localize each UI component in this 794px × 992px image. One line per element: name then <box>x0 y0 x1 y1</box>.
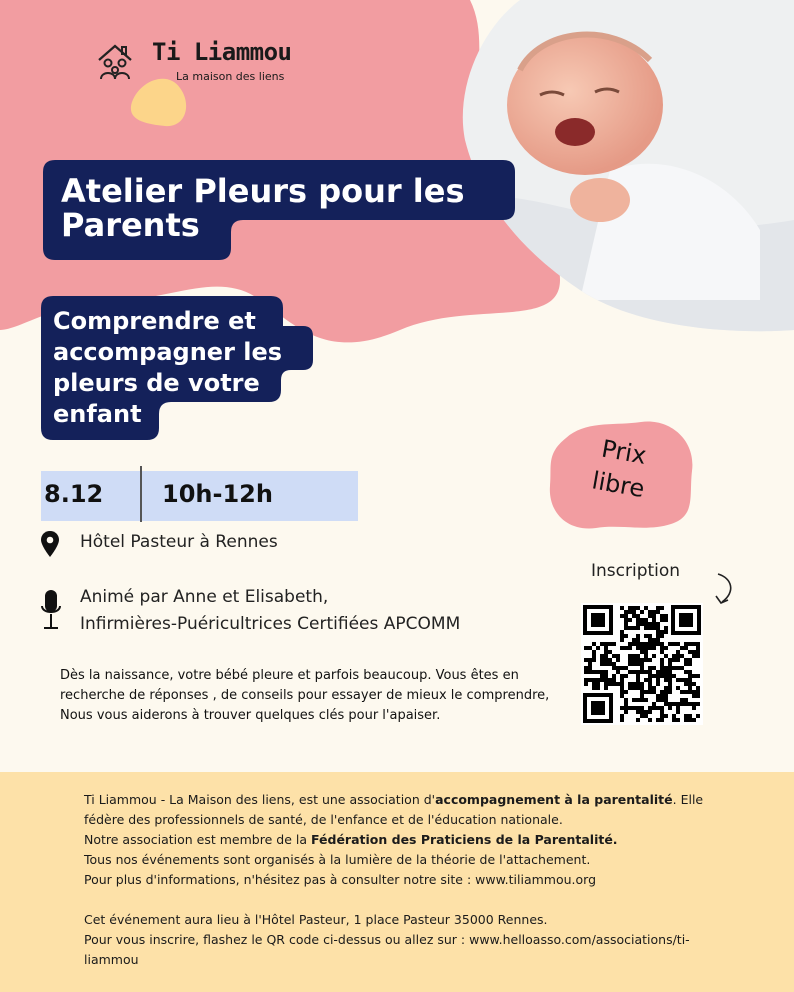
footer-text: . Elle fédère des professionnels de santé, de l'enfance et de l'éducation nationale. <box>84 792 704 827</box>
title-box <box>43 160 515 260</box>
brand-tagline: La maison des liens <box>176 70 285 83</box>
footer <box>0 772 794 992</box>
footer-paragraph-5: Cet événement aura lieu à l'Hôtel Pasteur, 1 place Pasteur 35000 Rennes. <box>84 912 548 927</box>
footer-paragraph-6: Pour vous inscrire, flashez le QR code ci-dessus ou allez sur : www.helloasso.com/associations/ti-liammou <box>84 932 690 967</box>
event-date: 8.12 <box>44 480 104 508</box>
price-badge <box>546 416 696 532</box>
footer-bold: accompagnement à la parentalité <box>435 792 673 807</box>
registration-label: Inscription <box>591 561 681 581</box>
event-time: 10h-12h <box>162 480 273 508</box>
divider <box>140 466 142 522</box>
price-line-1: Prix <box>599 434 649 470</box>
footer-text: Notre association est membre de la <box>84 832 311 847</box>
baby-hand <box>570 178 630 222</box>
subtitle: Comprendre et accompagner les pleurs de votre enfant <box>53 307 283 428</box>
page-title: Atelier Pleurs pour les Parents <box>61 172 465 244</box>
price-line-2: libre <box>589 466 647 504</box>
curved-arrow-icon <box>712 572 736 606</box>
event-location: Hôtel Pasteur à Rennes <box>80 532 278 552</box>
footer-paragraph-2 <box>84 830 734 850</box>
event-description: Dès la naissance, votre bébé pleure et parfois beaucoup. Vous êtes en recherche de réponses , de conseils pour essayer de mieux le comprendre, Nous vous aiderons à trouver quelques clés pour l'apaiser. <box>60 668 550 723</box>
hosts-line-1: Animé par Anne et Elisabeth, <box>80 587 329 607</box>
event-hosts <box>80 584 460 638</box>
microphone-icon <box>41 590 61 630</box>
footer-bold: Fédération des Praticiens de la Parentalité. <box>310 832 618 847</box>
qr-code[interactable] <box>581 603 703 725</box>
footer-paragraph-4: Pour plus d'informations, n'hésitez pas à consulter notre site : www.tiliammou.org <box>84 872 597 887</box>
footer-paragraph-3: Tous nos événements sont organisés à la lumière de la théorie de l'attachement. <box>84 852 591 867</box>
hosts-line-2: Infirmières-Puéricultrices Certifiées APCOMM <box>80 614 461 634</box>
map-pin-icon <box>41 531 59 557</box>
subtitle-box <box>41 296 313 440</box>
brand-name: Ti Liammou <box>152 38 292 66</box>
footer-text: Ti Liammou - La Maison des liens, est une association d' <box>84 792 436 807</box>
house-family-icon <box>96 42 134 82</box>
footer-paragraph-1 <box>84 790 734 830</box>
